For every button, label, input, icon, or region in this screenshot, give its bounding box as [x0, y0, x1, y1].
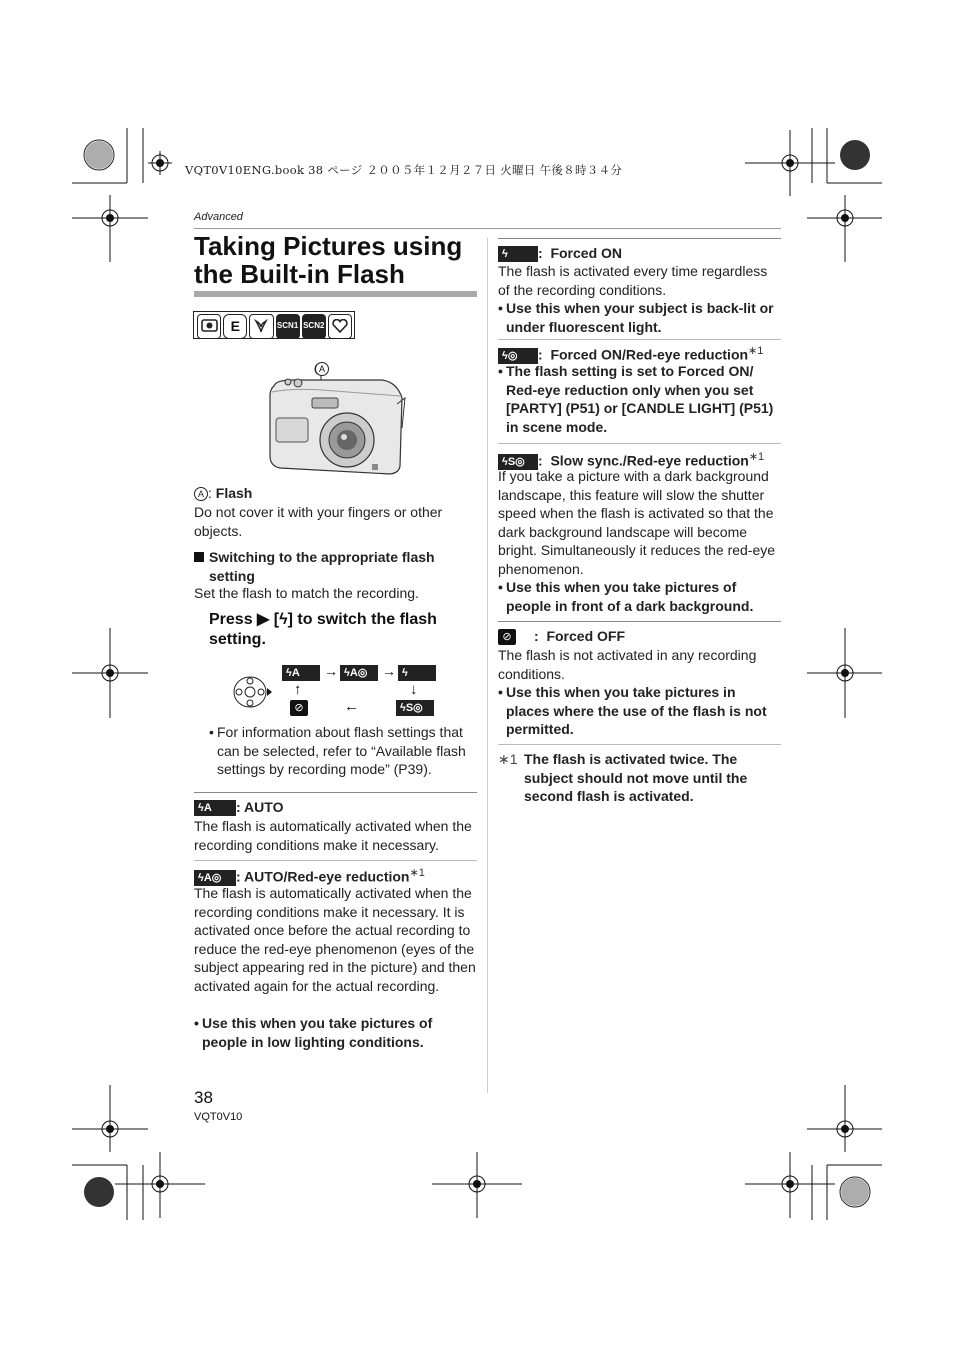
forced-off-bullet: • Use this when you take pictures in places where the use of the flash is not permitted.	[498, 683, 781, 739]
flash-auto-redeye-icon: ϟA◎	[340, 665, 378, 681]
rule-forced-on	[498, 238, 781, 239]
slow-sync-heading: ϟS◎ : Slow sync./Red-eye reduction$^{∗1}$	[498, 448, 764, 470]
flash-forced-on-icon: ϟ	[398, 665, 436, 681]
slow-sync-bullet-text: Use this when you take pictures of people in front of a dark background.	[506, 579, 754, 614]
forced-on-title: Forced ON	[550, 245, 623, 261]
flash-slow-sync-icon-2: ϟS◎	[498, 454, 538, 470]
mode-icons-box	[193, 311, 355, 339]
flash-auto-icon: ϟA	[282, 665, 320, 681]
auto-redeye-bullet: • Use this when you take pictures of people in low lighting conditions.	[194, 1014, 474, 1051]
page-title	[194, 232, 462, 288]
arrow-up-icon: ↑	[294, 681, 302, 698]
forced-on-redeye-heading: ϟ◎ : Forced ON/Red-eye reduction$^{∗1}$	[498, 342, 763, 364]
auto-text: The flash is automatically activated when the recording conditions make it necessary.	[194, 818, 472, 853]
scene1-mode-icon: SCN1	[276, 314, 300, 339]
slow-sync-title: Slow sync./Red-eye reduction	[550, 452, 749, 469]
footnote	[498, 750, 781, 806]
page-title-line2: the Built-in Flash	[194, 259, 405, 289]
scene2-mode-icon: SCN2	[302, 314, 326, 339]
rule-slow-sync	[498, 443, 781, 444]
rule-auto	[194, 792, 477, 793]
title-underline	[194, 291, 477, 297]
flash-cycle-diagram	[232, 663, 442, 719]
press-instruction	[209, 610, 437, 650]
info-note: • For information about flash settings that can be selected, refer to “Available flash settings by recording mode” (P39).	[209, 723, 477, 779]
page-title-line1: Taking Pictures using	[194, 231, 463, 261]
forced-off-heading: ⊘ : Forced OFF	[498, 627, 625, 646]
flash-auto-redeye-icon-2: ϟA◎	[194, 870, 236, 886]
flash-forced-on-redeye-icon: ϟ◎	[498, 348, 538, 364]
auto-heading: ϟA : AUTO	[194, 798, 283, 817]
flash-label: Flash	[215, 485, 253, 501]
flash-label-row: A : Flash	[194, 484, 252, 503]
forced-on-redeye-bullet-text: The flash setting is set to Forced ON/ Red-eye reduction only when you set [PARTY] (P51) or [CANDLE LIGHT] (P51) in scene mode.	[506, 363, 774, 435]
auto-redeye-text: The flash is automatically activated when the recording conditions make it necessary. It is activated once before the actual recording to reduce the red-eye phenomenon (eyes of the subject appearing red in the picture) and then activated again for the actual recording.	[194, 885, 476, 994]
auto-redeye-title: AUTO/Red-eye reduction	[244, 868, 410, 885]
forced-on-bullet: • Use this when your subject is back-lit or under fluorescent light.	[498, 299, 781, 336]
arrow-right-icon-2: →	[382, 663, 396, 679]
switching-text: Set the flash to match the recording.	[194, 585, 419, 601]
forced-on-redeye-title: Forced ON/Red-eye reduction	[550, 346, 749, 363]
footnote-text: The flash is activated twice. The subject should not move until the second flash is activated.	[524, 751, 748, 804]
forced-on-heading: ϟ : Forced ON	[498, 244, 622, 263]
forced-off-title: Forced OFF	[546, 628, 626, 644]
slow-sync-bullet: • Use this when you take pictures of people in front of a dark background.	[498, 578, 781, 615]
forced-on-redeye-bullet: • The flash setting is set to Forced ON/ Red-eye reduction only when you set [PARTY] (P51) or [CANDLE LIGHT] (P51) in scene mode.	[498, 362, 778, 436]
switching-heading-row	[194, 548, 474, 585]
doc-code: VQT0V10	[194, 1111, 243, 1123]
press-line2: setting.	[209, 631, 266, 648]
camera-mode-icon	[197, 314, 221, 339]
section-label: Advanced	[194, 211, 243, 223]
flash-slow-sync-icon: ϟS◎	[396, 700, 434, 716]
slow-sync-text: If you take a picture with a dark background landscape, this feature will slow the shutter speed when the flash is activated so that the dark background landscape will become bright. Simultaneously it reduces the red-eye phenomenon.	[498, 468, 776, 577]
slow-sync-sup: ∗1	[748, 451, 765, 463]
camera-callout: A	[315, 362, 329, 376]
press-line1: Press ▶ [ϟ] to switch the flash	[209, 611, 437, 628]
forced-off-bullet-text: Use this when you take pictures in places where the use of the flash is not permitted.	[506, 684, 767, 737]
column-divider	[487, 238, 488, 1093]
file-header: VQT0V10ENG.book 38 ページ ２００５年１２月２７日 火曜日 午後８時３４分	[185, 163, 623, 177]
rule-forced-on-redeye	[498, 339, 781, 340]
switching-heading: Switching to the appropriate flash setting	[209, 549, 435, 584]
flash-label-marker: A	[194, 487, 208, 501]
forced-on-redeye-sup: ∗1	[748, 345, 764, 357]
forced-on-text: The flash is activated every time regardless of the recording conditions.	[498, 263, 768, 298]
flash-note: Do not cover it with your fingers or other objects.	[194, 504, 443, 539]
auto-redeye-sup: ∗1	[409, 867, 425, 879]
rule-footnote	[498, 744, 781, 745]
rule-forced-off	[498, 621, 781, 622]
arrow-down-icon: ↓	[410, 681, 418, 698]
auto-redeye-bullet-text: Use this when you take pictures of people in low lighting conditions.	[202, 1015, 433, 1050]
flash-auto-icon-2: ϟA	[194, 800, 236, 816]
footnote-mark: ∗1	[498, 751, 518, 767]
arrow-left-icon: ←	[344, 698, 359, 715]
info-note-text: For information about flash settings that can be selected, refer to “Available flash settings by recording mode” (P39).	[217, 724, 466, 777]
section-rule	[194, 228, 781, 229]
economy-mode-icon: E	[223, 314, 247, 339]
page-number: 38	[194, 1088, 213, 1107]
arrow-right-icon: →	[324, 663, 338, 679]
flash-off-icon-2: ⊘	[498, 629, 516, 645]
square-bullet-icon	[194, 552, 204, 562]
camera-illustration	[262, 358, 412, 480]
macro-mode-icon	[249, 314, 273, 339]
flash-off-icon: ⊘	[290, 700, 308, 716]
forced-off-text: The flash is not activated in any recording conditions.	[498, 647, 757, 682]
auto-redeye-heading: ϟA◎ : AUTO/Red-eye reduction$^{∗1}$	[194, 864, 425, 886]
flash-forced-on-icon-2: ϟ	[498, 246, 538, 262]
auto-title: AUTO	[244, 799, 284, 815]
cursor-pad-icon	[232, 675, 272, 709]
forced-on-bullet-text: Use this when your subject is back-lit or under fluorescent light.	[506, 300, 774, 335]
heart-mode-icon	[328, 314, 352, 339]
rule-auto-redeye	[194, 860, 477, 861]
